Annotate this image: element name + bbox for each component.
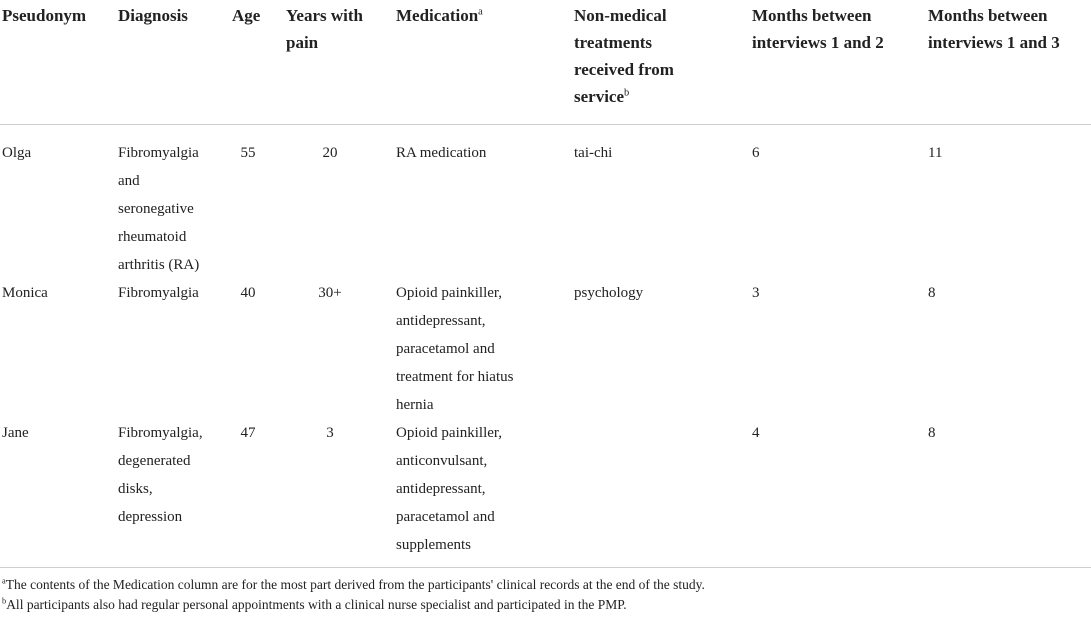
table-header-row — [0, 0, 1091, 125]
cell-line: antidepressant, — [396, 481, 486, 497]
cell-pseudonym — [2, 279, 48, 307]
cell-years: 20 — [322, 145, 338, 161]
cell-age: 40 — [240, 285, 256, 301]
cell-line: Years with — [286, 6, 363, 25]
cell-medication — [396, 279, 513, 419]
cell-medication — [396, 419, 502, 559]
cell-line: Monica — [2, 285, 48, 301]
cell-months-1-3: 8 — [928, 425, 936, 441]
cell-line: psychology — [574, 285, 644, 301]
cell-line: paracetamol and — [396, 341, 495, 357]
cell-line: Fibromyalgia, — [118, 425, 203, 441]
cell-line: Olga — [2, 145, 32, 161]
cell-non-medical — [574, 139, 612, 167]
header-months-1-3 — [928, 2, 1060, 56]
cell-diagnosis — [118, 279, 199, 307]
cell-medication — [396, 139, 486, 167]
cell-line: RA medication — [396, 145, 487, 161]
cell-months-1-2: 6 — [752, 145, 760, 161]
cell-line: treatment for hiatus — [396, 369, 514, 385]
cell-pseudonym — [2, 139, 31, 167]
cell-line: treatments — [574, 33, 653, 52]
cell-line: degenerated — [118, 453, 191, 469]
cell-age: 47 — [240, 425, 256, 441]
cell-line: Months between — [752, 6, 872, 25]
cell-pseudonym — [2, 419, 29, 447]
header-pseudonym — [2, 2, 86, 29]
cell-line: hernia — [396, 397, 434, 413]
cell-line: depression — [118, 509, 183, 525]
cell-years: 30+ — [318, 285, 342, 301]
cell-line: Months between — [928, 6, 1048, 25]
header-diagnosis — [118, 2, 188, 29]
cell-line: pain — [286, 33, 319, 52]
header-years-with-pain — [286, 2, 363, 56]
header-medication — [396, 2, 483, 29]
footnote-b-marker: b — [2, 596, 7, 606]
table-row — [0, 125, 1091, 273]
cell-line: and — [118, 173, 140, 189]
cell-line: disks, — [118, 481, 153, 497]
cell-line: Fibromyalgia — [118, 285, 199, 301]
cell-line: received from — [574, 60, 674, 79]
cell-line: Pseudonym — [2, 6, 87, 25]
cell-line: Medication$^a$ — [396, 6, 483, 25]
cell-months-1-2: 3 — [752, 285, 760, 301]
table-row — [0, 265, 1091, 413]
header-months-1-2 — [752, 2, 884, 56]
cell-line: Opioid painkiller, — [396, 425, 503, 441]
cell-line: antidepressant, — [396, 313, 486, 329]
footnote-marker: a — [478, 6, 483, 18]
footnote-b — [2, 595, 627, 615]
cell-months-1-3: 11 — [928, 145, 943, 161]
cell-line: service$^b$ — [574, 87, 630, 106]
cell-line: arthritis (RA) — [118, 257, 200, 273]
footnote-marker: b — [624, 87, 630, 99]
table-bottom-rule — [0, 567, 1091, 568]
footnote-a-marker: a — [2, 576, 6, 586]
cell-line: Opioid painkiller, — [396, 285, 503, 301]
cell-line: paracetamol and — [396, 509, 495, 525]
cell-line: seronegative — [118, 201, 194, 217]
header-non-medical-treatments — [574, 2, 674, 110]
cell-line: supplements — [396, 537, 471, 553]
footnote-b-text: All participants also had regular personal appointments with a clinical nurse specialist and participated in the PMP. — [6, 597, 627, 612]
cell-line: interviews 1 and 2 — [752, 33, 884, 52]
cell-line: rheumatoid — [118, 229, 187, 245]
cell-months-1-3: 8 — [928, 285, 936, 301]
cell-line: anticonvulsant, — [396, 453, 488, 469]
cell-line: tai-chi — [574, 145, 613, 161]
cell-non-medical — [574, 279, 643, 307]
cell-line: interviews 1 and 3 — [928, 33, 1060, 52]
footnote-a — [2, 575, 705, 595]
cell-age: 55 — [240, 145, 256, 161]
cell-diagnosis — [118, 419, 203, 531]
footnote-a-text: The contents of the Medication column are for the most part derived from the participants' clinical records at the end of the study. — [5, 577, 705, 592]
cell-months-1-2: 4 — [752, 425, 760, 441]
header-age — [232, 2, 260, 29]
cell-line: Age — [232, 6, 261, 25]
cell-line: Jane — [2, 425, 29, 441]
cell-line: Fibromyalgia — [118, 145, 199, 161]
cell-line: Diagnosis — [118, 6, 188, 25]
cell-years: 3 — [326, 425, 334, 441]
cell-line: Non-medical — [574, 6, 667, 25]
table-row — [0, 405, 1091, 565]
cell-diagnosis — [118, 139, 199, 279]
